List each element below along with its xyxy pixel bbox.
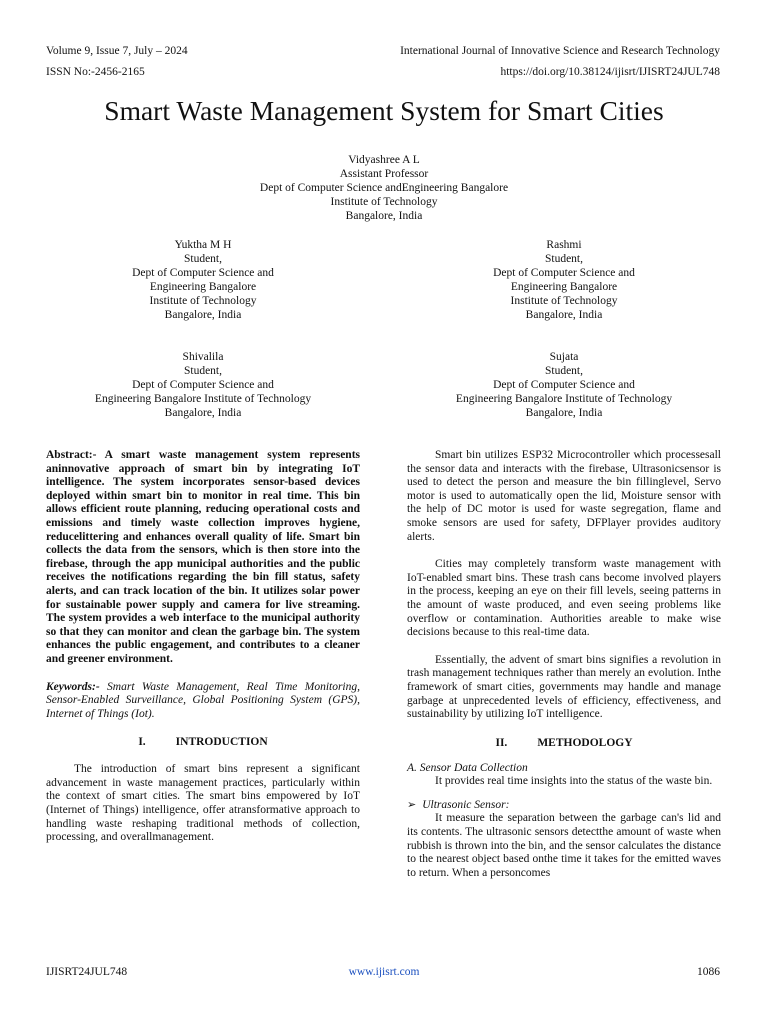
author-location: Bangalore, India (525, 309, 603, 321)
author-affiliation: Engineering Bangalore Institute of Technology (455, 393, 673, 405)
author-block-main (184, 153, 584, 223)
section-title: METHODOLOGY (537, 736, 633, 749)
author-role: Student, (183, 253, 222, 265)
section-number: II. (495, 736, 508, 749)
author-role: Assistant Professor (339, 168, 429, 180)
keywords-text: Smart Waste Management, Real Time Monitoring, Sensor-Enabled Surveillance, Global Positioning System (GPS), Internet of Things (Iot). (46, 680, 360, 720)
issn: ISSN No:-2456-2165 (46, 66, 145, 78)
author-affiliation: Engineering Bangalore Institute of Technology (94, 393, 312, 405)
arrow-bullet-icon: ➢ (407, 798, 417, 811)
author-location: Bangalore, India (164, 309, 242, 321)
keywords-label: Keywords:- (46, 680, 100, 693)
author-role: Student, (544, 365, 583, 377)
author-affiliation: Engineering Bangalore (510, 281, 618, 293)
left-column (46, 449, 360, 845)
subsection-heading: A. Sensor Data Collection (407, 761, 528, 774)
author-name: Vidyashree A L (348, 154, 420, 166)
author-name: Shivalila (182, 351, 224, 363)
author-affiliation: Dept of Computer Science and (493, 379, 635, 391)
section-heading-methodology (407, 736, 721, 750)
right-column (407, 449, 721, 880)
author-block-left1 (46, 238, 360, 322)
body-paragraph: Cities may completely transform waste management with IoT-enabled smart bins. These trash cans become involved players in the process, keeping an eye on their fill levels, seeing patterns in the amount of waste produced, and even seeing problems like overflow or contamination. Authorities areable to make wise decisions because to this real-time data. (407, 558, 721, 639)
bullet-paragraph: It measure the separation between the garbage can's lid and its contents. The ultrasonic sensors detectthe amount of waste when rubbish is thrown into the bin, and the sensor calculates the distance to the nearest object based onthe time it takes for the emitted waves to return. When a personcomes (407, 812, 721, 879)
author-affiliation: Dept of Computer Science and (132, 379, 274, 391)
author-affiliation: Institute of Technology (510, 295, 618, 307)
author-block-left2 (46, 350, 360, 420)
author-block-right2 (407, 350, 721, 420)
footer-paper-id: IJISRT24JUL748 (46, 966, 128, 978)
section-title: INTRODUCTION (175, 736, 268, 749)
author-affiliation: Institute of Technology (149, 295, 257, 307)
author-role: Student, (544, 253, 583, 265)
footer-website-link[interactable]: www.ijisrt.com (348, 966, 420, 978)
author-affiliation: Dept of Computer Science and (493, 267, 635, 279)
author-location: Bangalore, India (525, 407, 603, 419)
author-name: Sujata (549, 351, 579, 363)
intro-paragraph: The introduction of smart bins represent a significant advancement in waste management practices, particularly within the context of smart cities. The smart bins empowered by IoT (Internet of Things) intelligence, offer atransformative approach to handling waste reshaping traditional methods of collection, processing, and overallmanagement. (46, 763, 360, 844)
author-affiliation: Dept of Computer Science and (132, 267, 274, 279)
bullet-title: Ultrasonic Sensor: (422, 798, 510, 811)
abstract: Abstract:- A smart waste management system represents aninnovative approach of smart bin by integrating IoT intelligence. The system incorporates sensor-based devices deployed within smart bin to monitor in real time. This bin allows efficient route planning, reducing operational costs and emissions and timely waste collection improves hygiene, reducelittering and enhances overall quality of life. Smart bin collects the data from the sensors, which is then store into the firebase, through the app municipal authorities and the public receives the notifications regarding the bin fill status, safety alerts, and can track location of the bin. It utilizes solar power for sustainable power supply and camera for live streaming. The system provides a web interface to the municipal authority so that they can monitor and clean the garbage bin. The system enhances the public engagement, and contributes to a cleaner and greener environment. (46, 449, 360, 665)
body-paragraph: Smart bin utilizes ESP32 Microcontroller which processesall the sensor data and interacts with the firebase, Ultrasonicsensor is used to detect the person and measure the bin fillinglevel, Servo motor is used to automatically open the lid, Moisture sensor with the help of DC motor is used for waste segregation, flame and smoke sensors are used for safety, DFPlayer provides auditory alerts. (407, 449, 721, 543)
author-affiliation: Institute of Technology (330, 196, 438, 208)
author-name: Yuktha M H (174, 239, 232, 251)
subsection-paragraph: It provides real time insights into the status of the waste bin. (435, 775, 713, 788)
author-block-right1 (407, 238, 721, 322)
section-heading-introduction (46, 735, 360, 749)
journal-name: International Journal of Innovative Science and Research Technology (400, 45, 720, 57)
author-name: Rashmi (546, 239, 582, 251)
bullet-heading (407, 799, 721, 813)
volume-info: Volume 9, Issue 7, July – 2024 (46, 45, 188, 57)
author-affiliation: Dept of Computer Science andEngineering Bangalore (259, 182, 509, 194)
author-location: Bangalore, India (345, 210, 423, 222)
paper-title: Smart Waste Management System for Smart Cities (104, 95, 664, 126)
page-number: 1086 (697, 966, 720, 978)
author-affiliation: Engineering Bangalore (149, 281, 257, 293)
doi-link[interactable]: https://doi.org/10.38124/ijisrt/IJISRT24JUL748 (500, 66, 720, 78)
keywords (46, 681, 360, 722)
author-role: Student, (183, 365, 222, 377)
section-number: I. (138, 736, 146, 749)
author-location: Bangalore, India (164, 407, 242, 419)
body-paragraph: Essentially, the advent of smart bins signifies a revolution in trash management techniques rather than merely an evolution. Inthe framework of smart cities, governments may handle and manage garbage at unprecedented levels of efficiency, effectiveness, and sustainability by utilizing IoT intelligence. (407, 653, 721, 721)
